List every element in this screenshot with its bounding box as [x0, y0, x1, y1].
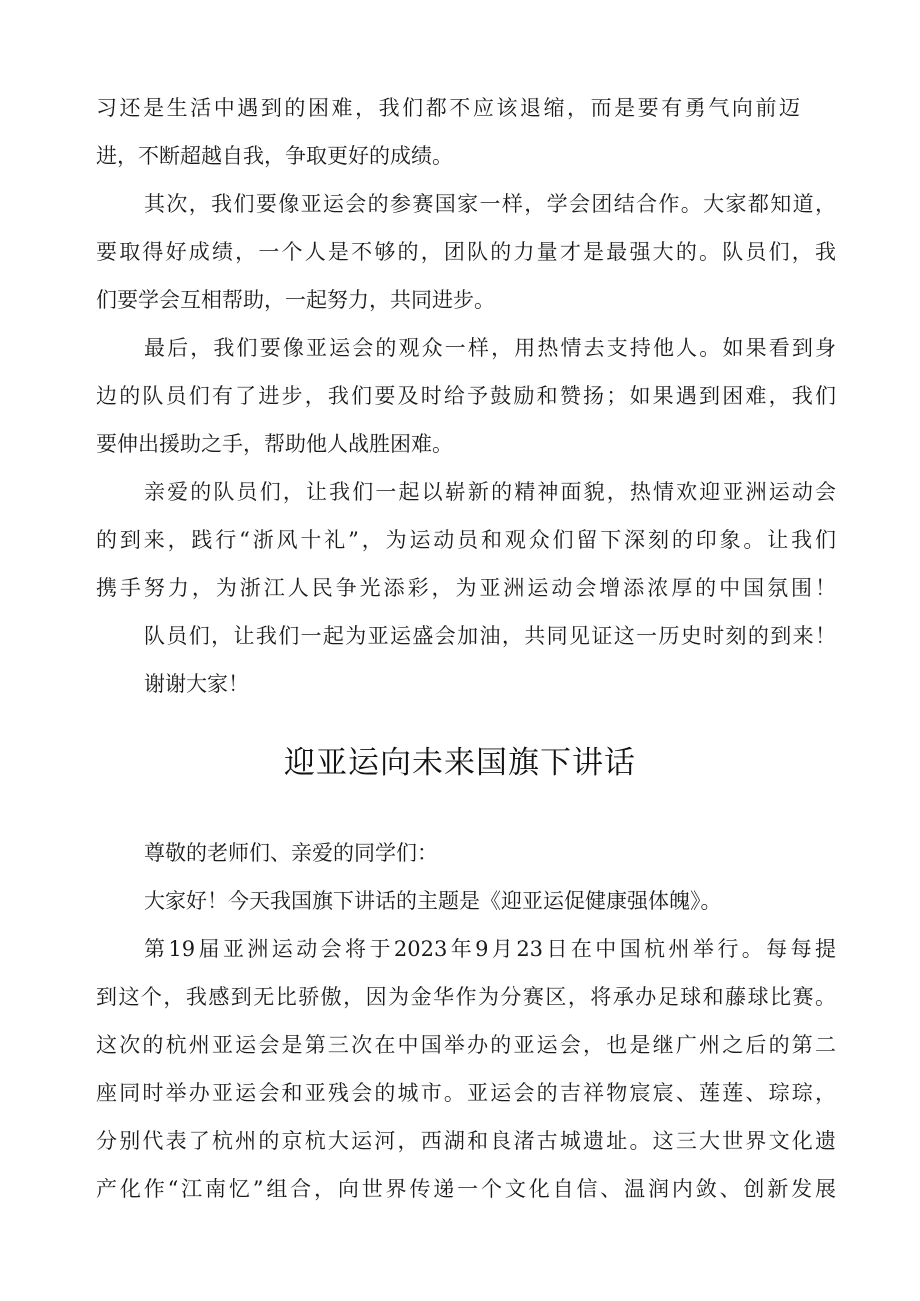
paragraph-line: 座同时举办亚运会和亚残会的城市。亚运会的吉祥物宸宸、莲莲、琮琮，	[96, 1081, 836, 1105]
paragraph-line: 要伸出援助之手，帮助他人战胜困难。	[96, 432, 453, 456]
paragraph-line: 谢谢大家！	[144, 672, 249, 696]
paragraph-line: 最后，我们要像亚运会的观众一样，用热情去支持他人。如果看到身	[144, 336, 836, 360]
greeting: 尊敬的老师们、亲爱的同学们：	[144, 841, 438, 865]
paragraph-line: 这次的杭州亚运会是第三次在中国举办的亚运会，也是继广州之后的第二	[96, 1033, 836, 1057]
page-title: 迎亚运向未来国旗下讲话	[284, 745, 636, 781]
paragraph-line: 第19届亚洲运动会将于2023年9月23日在中国杭州举行。每每提	[144, 937, 836, 961]
intro-line: 大家好！今天我国旗下讲话的主题是《迎亚运促健康强体魄》。	[144, 889, 722, 913]
paragraph-line: 携手努力，为浙江人民争光添彩，为亚洲运动会增添浓厚的中国氛围！	[96, 576, 836, 600]
paragraph-line: 进，不断超越自我，争取更好的成绩。	[96, 144, 453, 168]
paragraph-line: 产化作“江南忆”组合，向世界传递一个文化自信、温润内敛、创新发展	[96, 1177, 836, 1201]
paragraph-line: 要取得好成绩，一个人是不够的，团队的力量才是最强大的。队员们，我	[96, 240, 836, 264]
paragraph-line: 分别代表了杭州的京杭大运河，西湖和良渚古城遗址。这三大世界文化遗	[96, 1129, 836, 1153]
paragraph-line: 习还是生活中遇到的困难，我们都不应该退缩，而是要有勇气向前迈	[96, 96, 800, 120]
continued-speech	[96, 84, 836, 708]
paragraph-line: 其次，我们要像亚运会的参赛国家一样，学会团结合作。大家都知道，	[144, 192, 836, 216]
speech-body	[96, 829, 836, 1213]
paragraph-line: 到这个，我感到无比骄傲，因为金华作为分赛区，将承办足球和藤球比赛。	[96, 985, 836, 1009]
paragraph-line: 亲爱的队员们，让我们一起以崭新的精神面貌，热情欢迎亚洲运动会	[144, 480, 836, 504]
paragraph-line: 边的队员们有了进步，我们要及时给予鼓励和赞扬；如果遇到困难，我们	[96, 384, 836, 408]
paragraph-line: 们要学会互相帮助，一起努力，共同进步。	[96, 288, 495, 312]
paragraph-line: 的到来，践行“浙风十礼”，为运动员和观众们留下深刻的印象。让我们	[96, 528, 836, 552]
paragraph-line: 队员们，让我们一起为亚运盛会加油，共同见证这一历史时刻的到来！	[144, 624, 836, 648]
